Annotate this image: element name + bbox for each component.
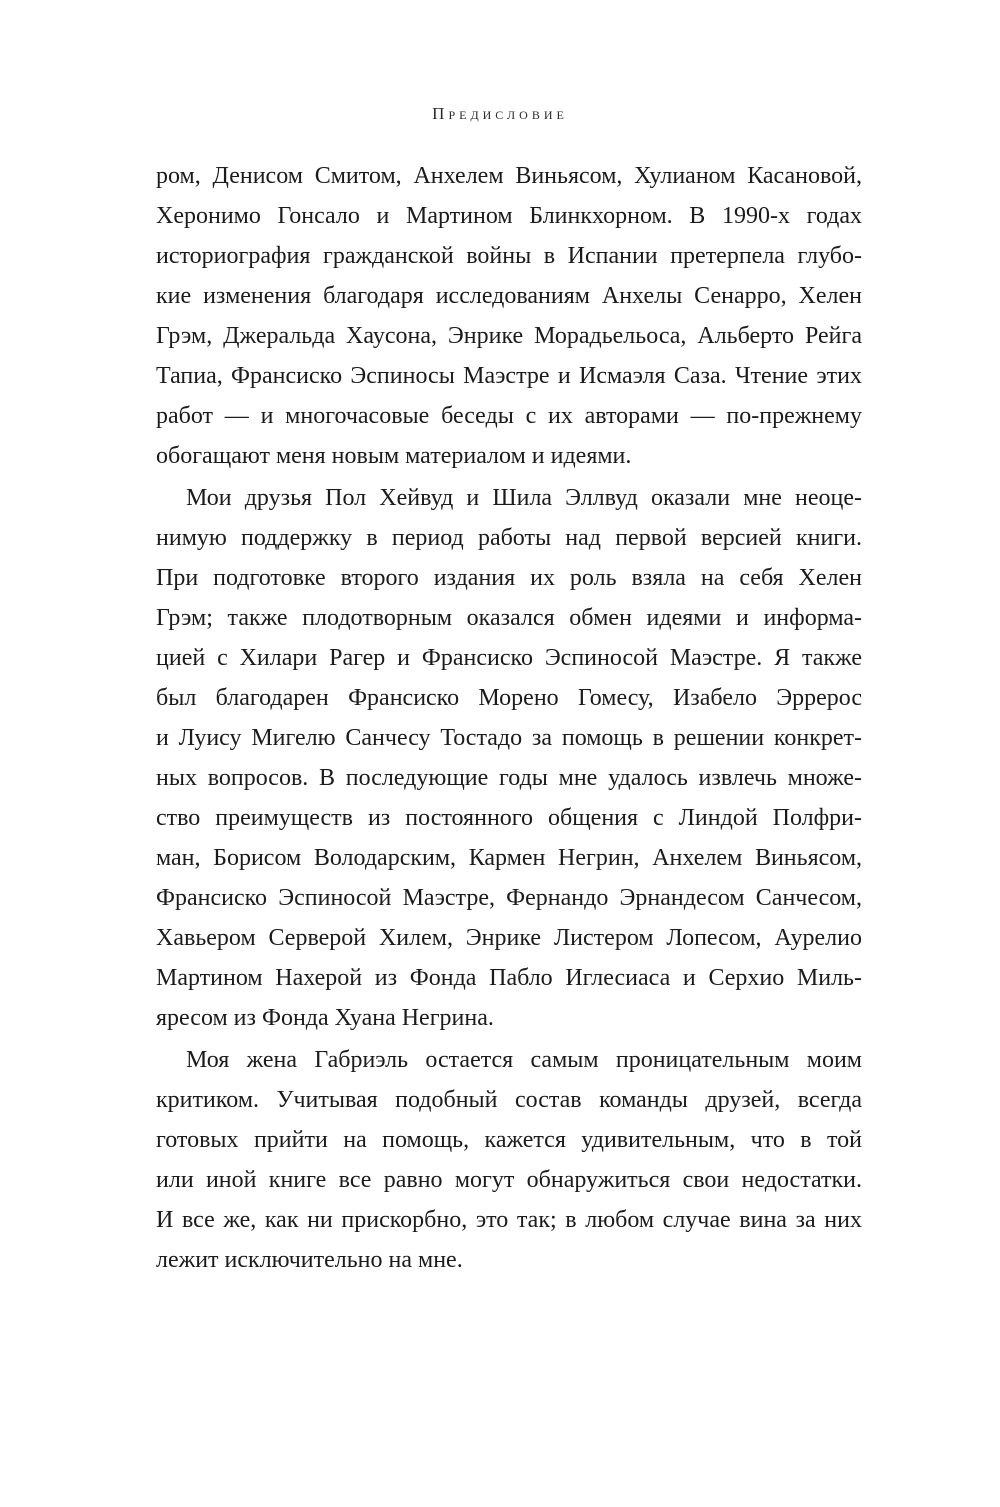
- text-line: Хавьером Серверой Хилем, Энрике Листером Лопесом, Аурелио: [156, 925, 862, 951]
- text-line: историография гражданской войны в Испании претерпела глубо-: [156, 243, 862, 269]
- text-line: Мартином Нахерой из Фонда Пабло Иглесиаса и Серхио Миль-: [156, 965, 862, 991]
- running-head: Предисловие: [432, 104, 568, 123]
- text-line: обогащают меня новым материалом и идеями.: [156, 443, 632, 469]
- text-line: критиком. Учитывая подобный состав команды друзей, всегда: [156, 1087, 862, 1113]
- text-line: Моя жена Габриэль остается самым проницательным моим: [186, 1047, 862, 1073]
- text-line: Херонимо Гонсало и Мартином Блинкхорном. В 1990-х годах: [156, 203, 862, 229]
- text-line: работ — и многочасовые беседы с их авторами — по-прежнему: [156, 403, 862, 429]
- text-line: нимую поддержку в период работы над первой версией книги.: [156, 525, 862, 551]
- text-line: ман, Борисом Володарским, Кармен Негрин, Анхелем Виньясом,: [156, 845, 862, 871]
- text-line: При подготовке второго издания их роль взяла на себя Хелен: [156, 565, 862, 591]
- text-line: ром, Денисом Смитом, Анхелем Виньясом, Хулианом Касановой,: [156, 163, 862, 189]
- text-line: Тапиа, Франсиско Эспиносы Маэстре и Исмаэля Саза. Чтение этих: [156, 363, 862, 389]
- text-line: цией с Хилари Рагер и Франсиско Эспиносой Маэстре. Я также: [156, 645, 862, 671]
- text-line: Грэм, Джеральда Хаусона, Энрике Морадьельоса, Альберто Рейга: [156, 323, 862, 349]
- text-line: был благодарен Франсиско Морено Гомесу, Изабело Эррерос: [156, 685, 862, 711]
- paragraph: [156, 1040, 862, 1280]
- text-line: готовых прийти на помощь, кажется удивительным, что в той: [156, 1127, 862, 1153]
- text-line: или иной книге все равно могут обнаружиться свои недостатки.: [156, 1167, 862, 1193]
- text-line: кие изменения благодаря исследованиям Анхелы Сенарро, Хелен: [156, 283, 862, 309]
- body-text: [156, 156, 862, 1280]
- text-line: яресом из Фонда Хуана Негрина.: [156, 1005, 494, 1031]
- text-line: и Луису Мигелю Санчесу Тостадо за помощь в решении конкрет-: [156, 725, 862, 751]
- text-line: лежит исключительно на мне.: [156, 1247, 463, 1273]
- paragraph: [156, 478, 862, 1038]
- text-line: ство преимуществ из постоянного общения с Линдой Полфри-: [156, 805, 862, 831]
- text-line: ных вопросов. В последующие годы мне удалось извлечь множе-: [156, 765, 862, 791]
- text-line: И все же, как ни прискорбно, это так; в любом случае вина за них: [156, 1207, 862, 1233]
- text-line: Грэм; также плодотворным оказался обмен идеями и информа-: [156, 605, 862, 631]
- text-line: Мои друзья Пол Хейвуд и Шила Эллвуд оказали мне неоце-: [186, 485, 862, 511]
- paragraph: [156, 156, 862, 476]
- text-line: Франсиско Эспиносой Маэстре, Фернандо Эрнандесом Санчесом,: [156, 885, 862, 911]
